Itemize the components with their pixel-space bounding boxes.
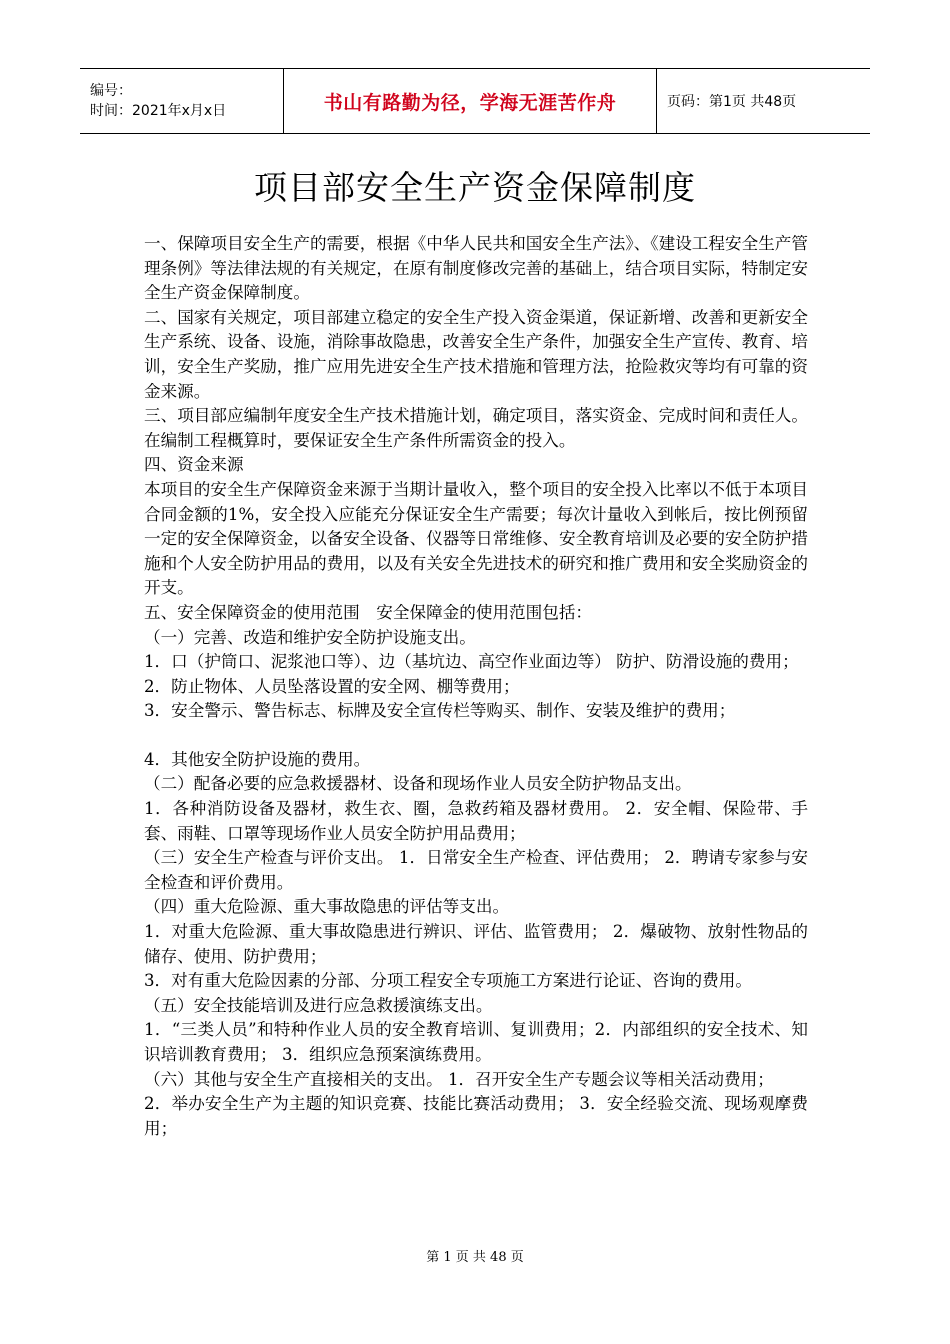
page-info: 页码：第1页 共48页 bbox=[667, 94, 797, 110]
page-footer: 第 1 页 共 48 页 bbox=[426, 1250, 524, 1265]
paragraph: （三）安全生产检查与评价支出。 1．日常安全生产检查、评估费用； 2．聘请专家参与安全检查和评价费用。 bbox=[144, 848, 808, 892]
paragraph: （六）其他与安全生产直接相关的支出。 1．召开安全生产专题会议等相关活动费用； bbox=[144, 1069, 774, 1089]
paragraph: 三、项目部应编制年度安全生产技术措施计划，确定项目，落实资金、完成时间和责任人。在编制工程概算时，要保证安全生产条件所需资金的投入。 bbox=[144, 406, 808, 450]
document-header bbox=[80, 68, 870, 134]
header-page-cell bbox=[657, 69, 870, 133]
paragraph: 一、保障项目安全生产的需要，根据《中华人民共和国安全生产法》、《建设工程安全生产管理条例》等法律法规的有关规定，在原有制度修改完善的基础上，结合项目实际，特制定安全生产资金保障制度。 bbox=[144, 234, 808, 303]
paragraph: 1．“三类人员”和特种作业人员的安全教育培训、复训费用；2．内部组织的安全技术、知识培训教育费用； 3．组织应急预案演练费用。 bbox=[144, 1020, 808, 1064]
paragraph: （二）配备必要的应急救援器材、设备和现场作业人员安全防护物品支出。 bbox=[144, 774, 692, 794]
motto: 书山有路勤为径，学海无涯苦作舟 bbox=[323, 91, 617, 114]
paragraph: （四）重大危险源、重大事故隐患的评估等支出。 bbox=[144, 897, 510, 917]
paragraph: 五、安全保障资金的使用范围 安全保障金的使用范围包括： bbox=[144, 602, 593, 622]
header-motto-cell bbox=[283, 69, 657, 133]
paragraph: 二、国家有关规定，项目部建立稳定的安全生产投入资金渠道，保证新增、改善和更新安全生产系统、设备、设施，消除事故隐患，改善安全生产条件，加强安全生产宣传、教育、培训，安全生产奖励，推广应用先进安全生产技术措施和管理方法，抢险救灾等均有可靠的资金来源。 bbox=[144, 307, 808, 401]
paragraph: 1．各种消防设备及器材，救生衣、圈，急救药箱及器材费用。 2．安全帽、保险带、手套、雨鞋、口罩等现场作业人员安全防护用品费用； bbox=[144, 799, 808, 843]
paragraph: 本项目的安全生产保障资金来源于当期计量收入，整个项目的安全投入比率以不低于本项目合同金额的1%，安全投入应能充分保证安全生产需要；每次计量收入到帐后，按比例预留一定的安全保障资金，以备安全设备、仪器等日常维修、安全教育培训及必要的安全防护措施和个人安全防护用品的费用，以及有关安全先进技术的研究和推广费用和安全奖励资金的开支。 bbox=[144, 479, 808, 598]
paragraph: 1．对重大危险源、重大事故隐患进行辨识、评估、监管费用； 2．爆破物、放射性物品的储存、使用、防护费用； bbox=[144, 922, 808, 966]
paragraph: （五）安全技能培训及进行应急救援演练支出。 bbox=[144, 995, 493, 1015]
paragraph: 1．口（护筒口、泥浆池口等）、边（基坑边、高空作业面边等） 防护、防滑设施的费用； bbox=[144, 652, 799, 672]
paragraph: 3．对有重大危险因素的分部、分项工程安全专项施工方案进行论证、咨询的费用。 bbox=[144, 971, 752, 991]
paragraph: （一）完善、改造和维护安全防护设施支出。 bbox=[144, 627, 476, 647]
paragraph: 4．其他安全防护设施的费用。 bbox=[144, 749, 371, 769]
date-label: 时间：2021年x月x日 bbox=[90, 103, 227, 119]
header-meta bbox=[80, 69, 283, 133]
document-title: 项目部安全生产资金保障制度 bbox=[254, 168, 696, 207]
paragraph: 四、资金来源 bbox=[144, 455, 244, 475]
paragraph: 2．防止物体、人员坠落设置的安全网、棚等费用； bbox=[144, 676, 520, 696]
number-label: 编号： bbox=[90, 83, 132, 99]
document-body bbox=[144, 232, 808, 1141]
paragraph: 2．举办安全生产为主题的知识竞赛、技能比赛活动费用； 3．安全经验交流、现场观摩费用； bbox=[144, 1094, 808, 1138]
paragraph: 3．安全警示、警告标志、标牌及安全宣传栏等购买、制作、安装及维护的费用； bbox=[144, 701, 736, 721]
